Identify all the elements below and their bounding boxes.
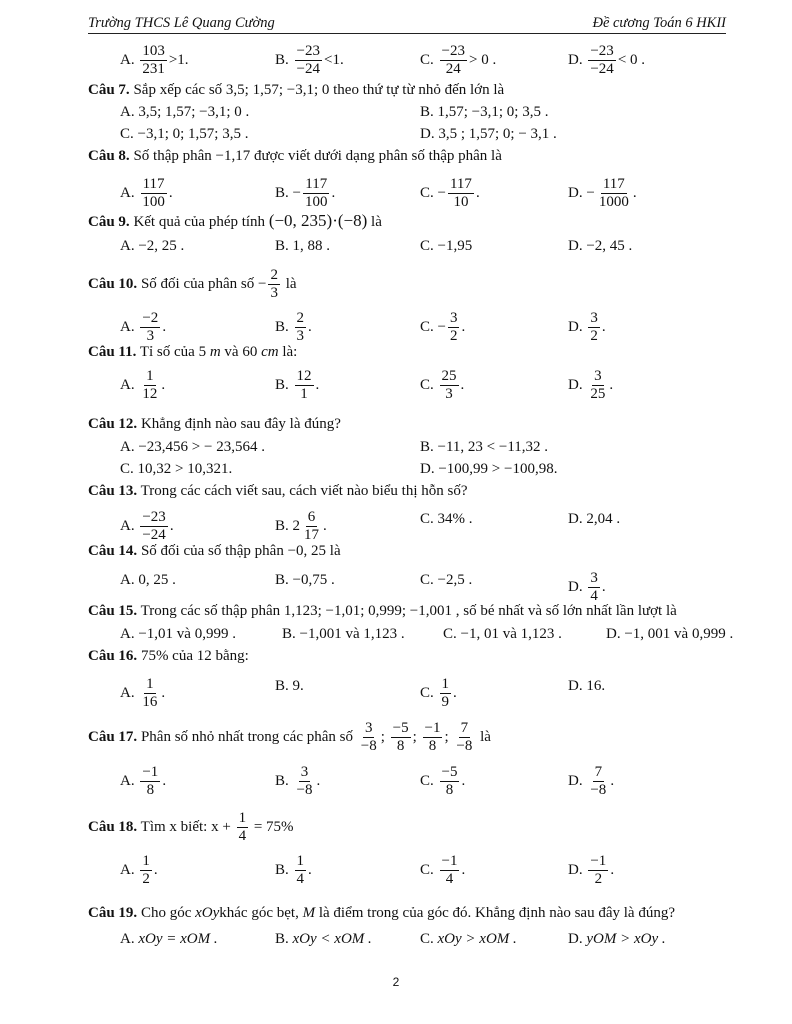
q16-option-a: A. $\frac{1}{16}$ . bbox=[120, 676, 166, 710]
q9-option-a: A. −2, 25 . bbox=[120, 238, 185, 254]
q12-option-b: B. −11, 23 < −11,32 . bbox=[420, 439, 549, 455]
q15-option-c: C. −1, 01 và 1,123 . bbox=[443, 626, 562, 642]
q19-option-a: A. xOy = xOM . bbox=[120, 931, 218, 947]
q19-option-c: C. xOy > xOM . bbox=[420, 931, 517, 947]
q17-option-a: A. $\frac{-1}{8}$ . bbox=[120, 764, 167, 798]
q15-option-b: B. −1,001 và 1,123 . bbox=[282, 626, 405, 642]
q14-option-a: A. 0, 25 . bbox=[120, 572, 176, 588]
q19-option-b: B. xOy < xOM . bbox=[275, 931, 372, 947]
q19-option-d: D. yOM > xOy . bbox=[568, 931, 666, 947]
question-9: Câu 9. Kết quả của phép tính (−0, 235)·(−8) là bbox=[88, 211, 382, 230]
question-17: Câu 17. Phân số nhỏ nhất trong các phân số $\frac{3}{-8}$ ; $\frac{-5}{8}$ ; $\frac{-1}{8}$ ; $\frac{7}{-8}$ là bbox=[88, 720, 491, 754]
question-8: Câu 8. Số thập phân −1,17 được viết dưới dạng phân số thập phân là bbox=[88, 148, 502, 164]
q6-option-b: B. $\frac{-23}{-24}$ <1. bbox=[275, 43, 344, 77]
q18-option-a: A. $\frac{1}{2}$ . bbox=[120, 853, 158, 887]
q12-option-d: D. −100,99 > −100,98. bbox=[420, 461, 558, 477]
q7-option-a: A. 3,5; 1,57; −3,1; 0 . bbox=[120, 104, 250, 120]
q11-option-d: D. $\frac{3}{25}$ . bbox=[568, 368, 614, 402]
q15-option-a: A. −1,01 và 0,999 . bbox=[120, 626, 236, 642]
document-title: Đề cương Toán 6 HKII bbox=[592, 15, 726, 31]
question-7: Câu 7. Sắp xếp các số 3,5; 1,57; −3,1; 0 theo thứ tự từ nhỏ đến lớn là bbox=[88, 82, 505, 98]
q16-option-c: C. $\frac{1}{9}$ . bbox=[420, 676, 457, 710]
q8-option-b: B. − $\frac{117}{100}$ . bbox=[275, 176, 336, 210]
question-15: Câu 15. Trong các số thập phân 1,123; −1,01; 0,999; −1,001 , số bé nhất và số lớn nhất lần lượt là bbox=[88, 603, 677, 619]
page-header bbox=[88, 13, 726, 34]
school-name: Trường THCS Lê Quang Cường bbox=[88, 15, 275, 31]
q6-option-a: A. $\frac{103}{231}$ >1. bbox=[120, 43, 189, 77]
q8-option-a: A. $\frac{117}{100}$ . bbox=[120, 176, 173, 210]
q9-option-c: C. −1,95 bbox=[420, 238, 473, 254]
page-number: 2 bbox=[392, 975, 400, 989]
question-13: Câu 13. Trong các cách viết sau, cách viết nào biểu thị hỗn số? bbox=[88, 483, 468, 499]
q13-option-a: A. $\frac{-23}{-24}$ . bbox=[120, 509, 174, 543]
q10-option-a: A. $\frac{-2}{3}$ . bbox=[120, 310, 167, 344]
q11-option-a: A. $\frac{1}{12}$ . bbox=[120, 368, 166, 402]
q7-option-d: D. 3,5 ; 1,57; 0; − 3,1 . bbox=[420, 126, 557, 142]
question-11: Câu 11. Tỉ số của 5 m và 60 cm là: bbox=[88, 344, 298, 360]
q10-option-d: D. $\frac{3}{2}$ . bbox=[568, 310, 606, 344]
q11-option-b: B. $\frac{12}{1}$ . bbox=[275, 368, 320, 402]
q10-option-c: C. − $\frac{3}{2}$ . bbox=[420, 310, 466, 344]
q13-option-d: D. 2,04 . bbox=[568, 511, 621, 527]
q14-option-c: C. −2,5 . bbox=[420, 572, 473, 588]
q18-option-c: C. $\frac{-1}{4}$ . bbox=[420, 853, 466, 887]
q10-option-b: B. $\frac{2}{3}$ . bbox=[275, 310, 312, 344]
q12-option-a: A. −23,456 > − 23,564 . bbox=[120, 439, 265, 455]
question-12: Câu 12. Khẳng định nào sau đây là đúng? bbox=[88, 416, 341, 432]
q16-option-b: B. 9. bbox=[275, 678, 304, 694]
q18-option-b: B. $\frac{1}{4}$ . bbox=[275, 853, 312, 887]
q15-option-d: D. −1, 001 và 0,999 . bbox=[606, 626, 734, 642]
q13-option-c: C. 34% . bbox=[420, 511, 473, 527]
q17-option-c: C. $\frac{-5}{8}$ . bbox=[420, 764, 466, 798]
q14-option-b: B. −0,75 . bbox=[275, 572, 335, 588]
q6-option-d: D. $\frac{-23}{-24}$ < 0 . bbox=[568, 43, 646, 77]
q18-option-d: D. $\frac{-1}{2}$ . bbox=[568, 853, 615, 887]
q17-option-b: B. $\frac{3}{-8}$ . bbox=[275, 764, 321, 798]
q8-option-d: D. − $\frac{117}{1000}$ . bbox=[568, 176, 637, 210]
question-19: Câu 19. Cho góc xOykhác góc bẹt, M là điểm trong của góc đó. Khẳng định nào sau đây là đúng? bbox=[88, 905, 675, 921]
q9-option-b: B. 1, 88 . bbox=[275, 238, 331, 254]
q12-option-c: C. 10,32 > 10,321. bbox=[120, 461, 233, 477]
q7-option-b: B. 1,57; −3,1; 0; 3,5 . bbox=[420, 104, 549, 120]
q11-option-c: C. $\frac{25}{3}$ . bbox=[420, 368, 465, 402]
question-16: Câu 16. 75% của 12 bằng: bbox=[88, 648, 249, 664]
q9-option-d: D. −2, 45 . bbox=[568, 238, 633, 254]
q16-option-d: D. 16. bbox=[568, 678, 606, 694]
question-14: Câu 14. Số đối của số thập phân −0, 25 là bbox=[88, 543, 341, 559]
question-10: Câu 10. Số đối của phân số − $\frac{2}{3}$ là bbox=[88, 267, 297, 301]
q8-option-c: C. − $\frac{117}{10}$ . bbox=[420, 176, 480, 210]
q13-option-b: B. 2 $\frac{6}{17}$ . bbox=[275, 509, 327, 543]
q14-option-d: D. $\frac{3}{4}$ . bbox=[568, 570, 606, 604]
q17-option-d: D. $\frac{7}{-8}$ . bbox=[568, 764, 615, 798]
question-18: Câu 18. Tìm x biết: x + $\frac{1}{4}$ = 75% bbox=[88, 810, 294, 844]
q6-option-c: C. $\frac{-23}{24}$ > 0 . bbox=[420, 43, 497, 77]
q7-option-c: C. −3,1; 0; 1,57; 3,5 . bbox=[120, 126, 249, 142]
